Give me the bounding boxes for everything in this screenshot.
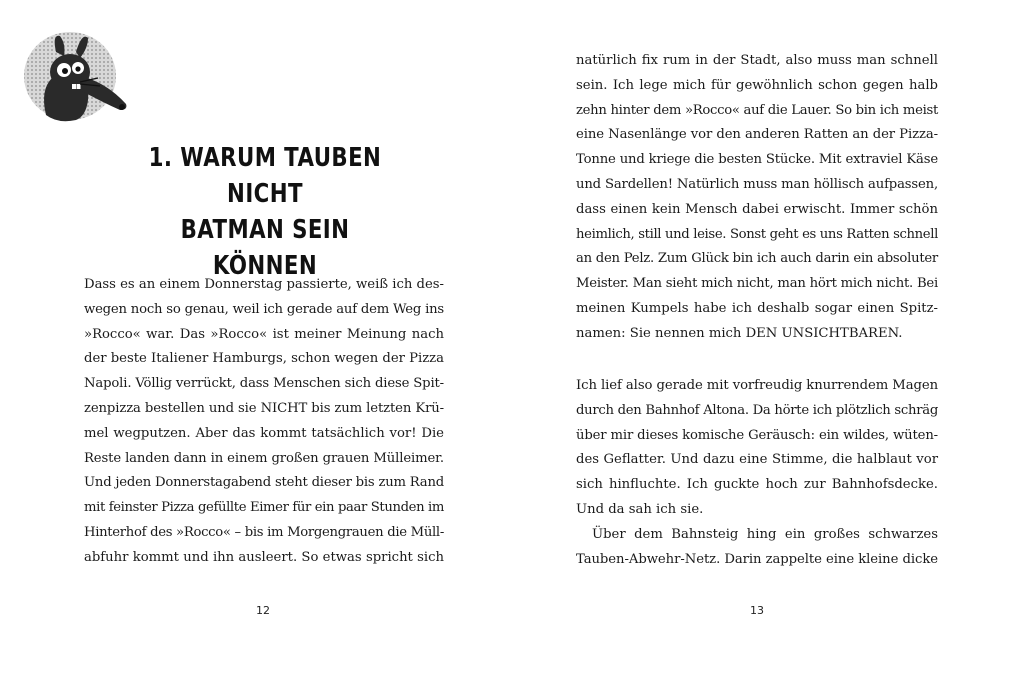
- text-line: mel wegputzen. Aber das kommt tatsächlich vor! Die: [84, 425, 444, 441]
- text-line: zehn hinter dem »Rocco« auf die Lauer. So bin ich meist: [576, 102, 939, 118]
- text-line: heimlich, still und leise. Sonst geht es uns Ratten schnell: [576, 226, 938, 242]
- text-line: Und jeden Donnerstagabend steht dieser bis zum Rand: [84, 475, 444, 491]
- text-line: Und da sah ich sie.: [576, 501, 704, 517]
- chapter-title-line-2: BATMAN SEIN KÖNNEN: [180, 215, 350, 281]
- text-line: mit feinster Pizza gefüllte Eimer für ein paar Stunden im: [84, 500, 444, 516]
- text-line: eine Nasenlänge vor den anderen Ratten an der Pizza-: [576, 127, 938, 143]
- text-line: sich hinfluchte. Ich guckte hoch zur Bahnhofsdecke.: [576, 477, 938, 493]
- text-line: und Sardellen! Natürlich muss man höllisch aufpassen,: [576, 176, 938, 192]
- text-line: über mir dieses komische Geräusch: ein wildes, wüten-: [576, 427, 938, 443]
- text-line: Tonne und kriege die besten Stücke. Mit extraviel Käse: [576, 152, 938, 168]
- right-paragraph-2: [576, 374, 938, 572]
- chapter-title: [138, 140, 392, 284]
- text-line: sein. Ich lege mich für gewöhnlich schon gegen halb: [576, 77, 938, 93]
- text-line: natürlich fix rum in der Stadt, also muss man schnell: [576, 53, 938, 68]
- text-line: Dass es an einem Donnerstag passierte, weiß ich des-: [84, 277, 444, 292]
- text-line: wegen noch so genau, weil ich gerade auf dem Weg ins: [84, 301, 444, 317]
- text-line: Über dem Bahnsteig hing ein großes schwarzes: [592, 526, 938, 542]
- left-body-text: [84, 273, 444, 571]
- chapter-title-line-1: 1. WARUM TAUBEN NICHT: [148, 143, 382, 209]
- text-line: Hinterhof des »Rocco« – bis im Morgengrauen die Müll-: [84, 524, 444, 540]
- text-line: zenpizza bestellen und sie NICHT bis zum letzten Krü-: [84, 400, 444, 416]
- page-number-left: 12: [256, 604, 270, 617]
- page-number-right: 13: [750, 604, 764, 617]
- text-line: des Geflatter. Und dazu eine Stimme, die halblaut vor: [576, 452, 938, 468]
- text-line: »Rocco« war. Das »Rocco« ist meiner Meinung nach: [84, 326, 444, 342]
- text-line: Tauben-Abwehr-Netz. Darin zappelte eine kleine dicke: [576, 551, 938, 567]
- right-paragraph-1: [576, 49, 938, 347]
- text-line: Meister. Man sieht mich nicht, man hört mich nicht. Bei: [576, 276, 938, 292]
- text-line: Napoli. Völlig verrückt, dass Menschen sich diese Spit-: [84, 376, 444, 392]
- text-line: durch den Bahnhof Altona. Da hörte ich plötzlich schräg: [576, 402, 938, 418]
- rat-mascot-icon: [18, 20, 133, 128]
- text-line: Ich lief also gerade mit vorfreudig knurrendem Magen: [576, 378, 938, 393]
- text-line: an den Pelz. Zum Glück bin ich auch darin ein absoluter: [576, 251, 938, 267]
- right-page: [510, 0, 1020, 691]
- text-line: abfuhr kommt und ihn ausleert. So etwas spricht sich: [84, 549, 444, 565]
- text-line: dass einen kein Mensch dabei erwischt. Immer schön: [576, 201, 938, 217]
- text-line: der beste Italiener Hamburgs, schon wegen der Pizza: [84, 351, 444, 367]
- text-line: Reste landen dann in einem großen grauen Mülleimer.: [84, 450, 444, 466]
- text-line: meinen Kumpels habe ich deshalb sogar einen Spitz-: [576, 300, 938, 316]
- text-line: namen: Sie nennen mich DEN UNSICHTBAREN.: [576, 325, 903, 341]
